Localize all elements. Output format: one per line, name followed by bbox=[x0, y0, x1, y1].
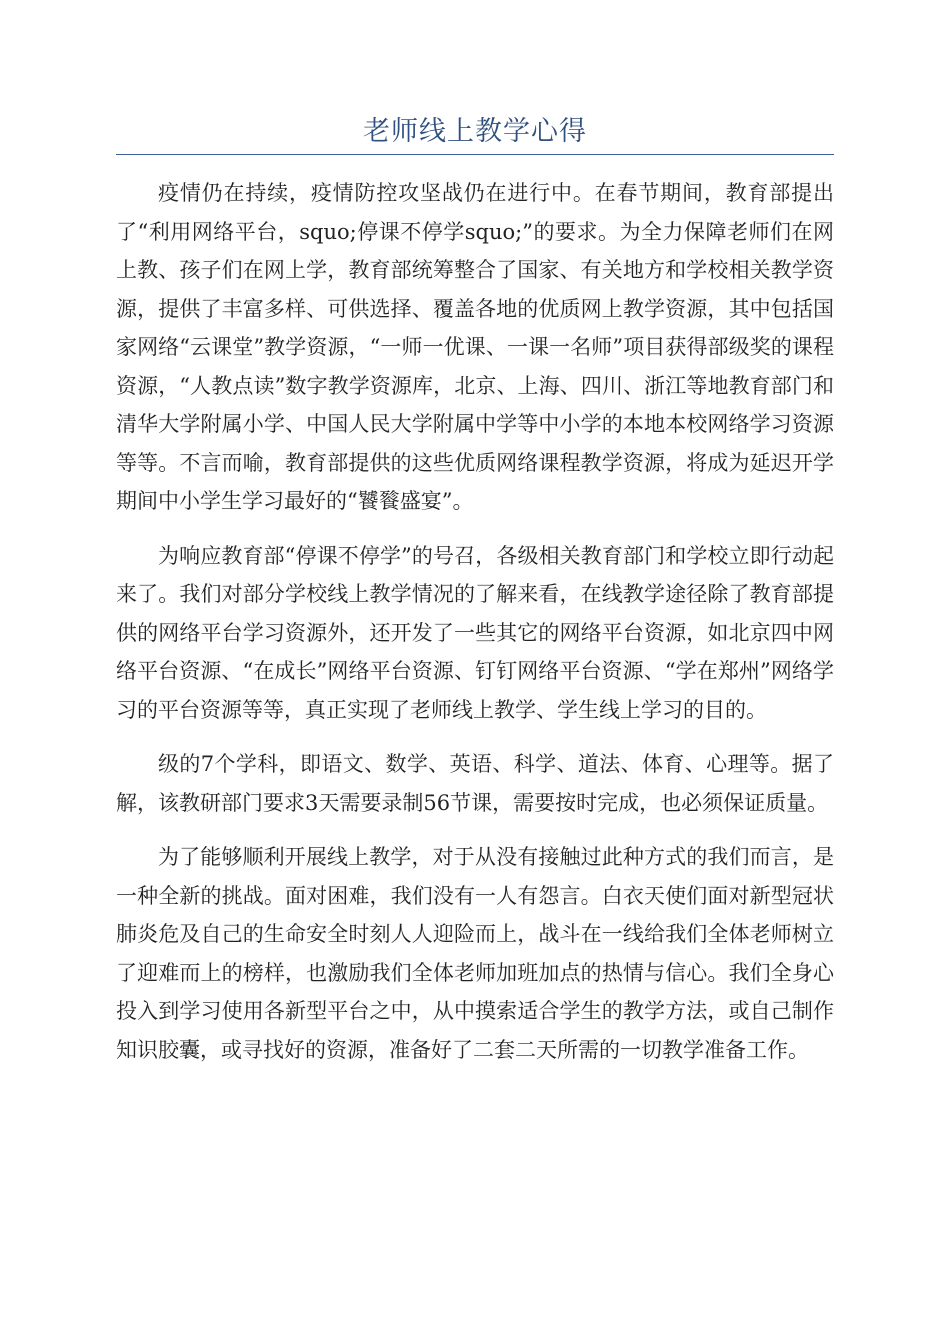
paragraph: 为响应教育部“停课不停学”的号召，各级相关教育部门和学校立即行动起来了。我们对部分学校线上教学情况的了解来看，在线教学途径除了教育部提供的网络平台学习资源外，还开发了一些其它的网络平台资源，如北京四中网络平台资源、“在成长”网络平台资源、钉钉网络平台资源、“学在郑州”网络学习的平台资源等等，真正实现了老师线上教学、学生线上学习的目的。 bbox=[116, 543, 834, 722]
document-title: 老师线上教学心得 bbox=[363, 116, 587, 147]
paragraph: 为了能够顺利开展线上教学，对于从没有接触过此种方式的我们而言，是一种全新的挑战。面对困难，我们没有一人有怨言。白衣天使们面对新型冠状肺炎危及自己的生命安全时刻人人迎险而上，战斗在一线给我们全体老师树立了迎难而上的榜样，也激励我们全体老师加班加点的热情与信心。我们全身心投入到学习使用各新型平台之中，从中摸索适合学生的教学方法，或自己制作知识胶囊，或寻找好的资源，准备好了二套二天所需的一切教学准备工作。 bbox=[116, 845, 834, 1062]
document-body bbox=[116, 174, 834, 1085]
paragraph: 级的7个学科，即语文、数学、英语、科学、道法、体育、心理等。据了解，该教研部门要求3天需要录制56节课，需要按时完成，也必须保证质量。 bbox=[116, 752, 834, 815]
title-underline bbox=[116, 154, 834, 155]
paragraph: 疫情仍在持续，疫情防控攻坚战仍在进行中。在春节期间，教育部提出了“利用网络平台，squo;停课不停学squo;”的要求。为全力保障老师们在网上教、孩子们在网上学，教育部统筹整合了国家、有关地方和学校相关教学资源，提供了丰富多样、可供选择、覆盖各地的优质网上教学资源，其中包括国家网络“云课堂”教学资源，“一师一优课、一课一名师”项目获得部级奖的课程资源，“人教点读”数字教学资源库，北京、上海、四川、浙江等地教育部门和清华大学附属小学、中国人民大学附属中学等中小学的本地本校网络学习资源等等。不言而喻，教育部提供的这些优质网络课程教学资源，将成为延迟开学期间中小学生学习最好的“饕餮盛宴”。 bbox=[116, 181, 834, 513]
